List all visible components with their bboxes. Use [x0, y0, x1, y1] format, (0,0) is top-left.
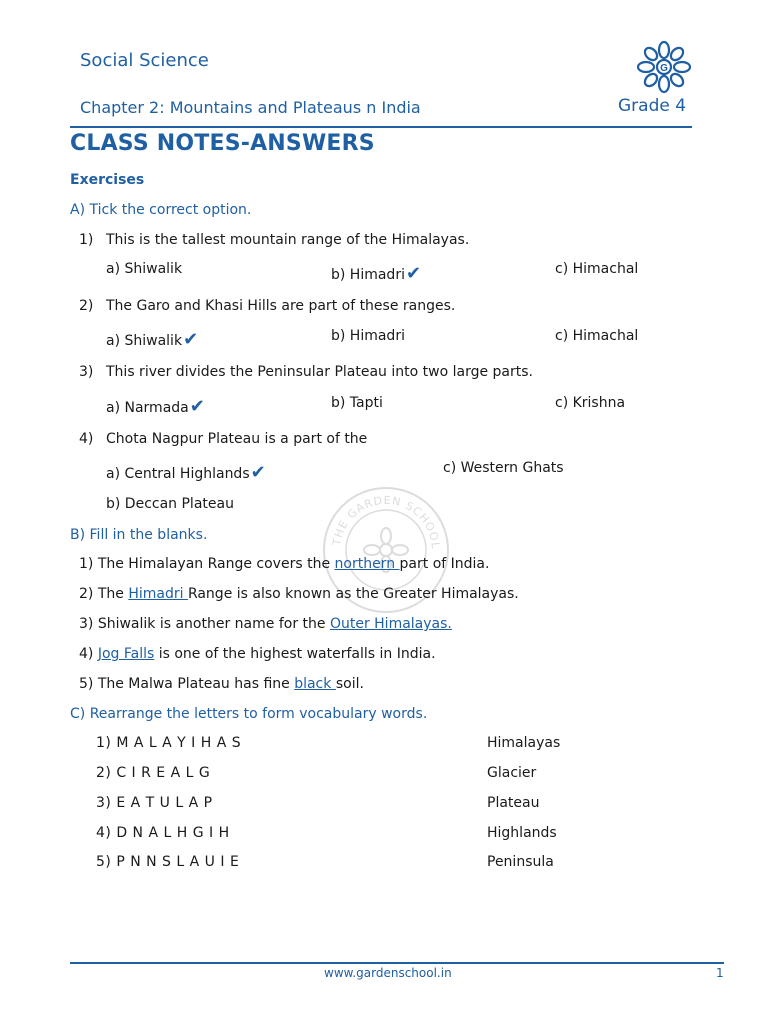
question-number: 1): [79, 232, 94, 248]
blank-item: 3) Shiwalik is another name for the Outer Himalayas.: [79, 616, 452, 632]
question-text: Chota Nagpur Plateau is a part of the: [106, 431, 368, 447]
footer-website-link[interactable]: www.gardenschool.in: [324, 966, 452, 980]
checkmark-icon: ✔: [405, 263, 422, 284]
question-number: 4): [79, 431, 94, 447]
vocab-answer: Highlands: [487, 825, 557, 841]
section-label-exercises: Exercises: [70, 172, 145, 188]
blank-answer: Jog Falls: [97, 646, 155, 662]
checkmark-icon: ✔: [189, 396, 205, 417]
blank-item: 2) The Himadri Range is also known as the Greater Himalayas.: [79, 586, 519, 602]
vocab-answer: Himalayas: [487, 735, 561, 751]
option-b: b) Himadri: [331, 328, 405, 344]
vocab-answer: Glacier: [487, 765, 537, 781]
jumbled-word: 4) D N A L H G I H: [96, 825, 230, 841]
jumbled-word: 2) C I R E A L G: [96, 765, 211, 781]
blank-answer: Outer Himalayas.: [329, 616, 452, 632]
grade-label: Grade 4: [618, 96, 687, 116]
option-a-correct: a) Shiwalik✔: [106, 329, 199, 350]
page-number: 1: [716, 966, 724, 980]
question-text: This is the tallest mountain range of the Himalayas.: [106, 232, 470, 248]
blank-item: 4) Jog Falls is one of the highest waterfalls in India.: [79, 646, 436, 662]
seal-text: THE GARDEN SCHOOL: [330, 493, 443, 550]
jumbled-word: 5) P N N S L A U I E: [96, 854, 240, 870]
question-text: This river divides the Peninsular Plateau into two large parts.: [106, 364, 533, 380]
flower-logo-icon: [634, 40, 694, 94]
option-a-correct: a) Central Highlands✔: [106, 462, 266, 483]
chapter-title: Chapter 2: Mountains and Plateaus n India: [80, 98, 421, 117]
option-c: c) Himachal: [555, 261, 639, 277]
header-divider: [70, 126, 692, 128]
blank-answer: northern: [334, 556, 400, 572]
option-c: c) Himachal: [555, 328, 639, 344]
section-a-heading: A) Tick the correct option.: [70, 202, 252, 218]
blank-answer: black: [294, 676, 336, 692]
question-number: 3): [79, 364, 94, 380]
logo-letter: G: [660, 63, 668, 74]
question-text: The Garo and Khasi Hills are part of these ranges.: [106, 298, 456, 314]
footer-divider: [70, 962, 724, 964]
blank-item: 5) The Malwa Plateau has fine black soil.: [79, 676, 364, 692]
blank-item: 1) The Himalayan Range covers the northern part of India.: [79, 556, 490, 572]
checkmark-icon: ✔: [183, 329, 199, 350]
subject-title: Social Science: [80, 50, 209, 71]
option-b: b) Tapti: [331, 395, 383, 411]
section-b-heading: B) Fill in the blanks.: [70, 527, 208, 543]
vocab-answer: Plateau: [487, 795, 540, 811]
page-title: CLASS NOTES-ANSWERS: [70, 131, 375, 156]
option-a-correct: a) Narmada✔: [106, 396, 205, 417]
option-a: a) Shiwalik: [106, 261, 183, 277]
option-b-correct: b) Himadri✔: [331, 263, 422, 284]
checkmark-icon: ✔: [250, 462, 266, 483]
vocab-answer: Peninsula: [487, 854, 554, 870]
option-c: c) Krishna: [555, 395, 626, 411]
jumbled-word: 1) M A L A Y I H A S: [96, 735, 242, 751]
section-c-heading: C) Rearrange the letters to form vocabulary words.: [70, 706, 428, 722]
option-c: c) Western Ghats: [443, 460, 564, 476]
blank-answer: Himadri: [128, 586, 188, 602]
question-number: 2): [79, 298, 94, 314]
option-b: b) Deccan Plateau: [106, 496, 234, 512]
jumbled-word: 3) E A T U L A P: [96, 795, 213, 811]
